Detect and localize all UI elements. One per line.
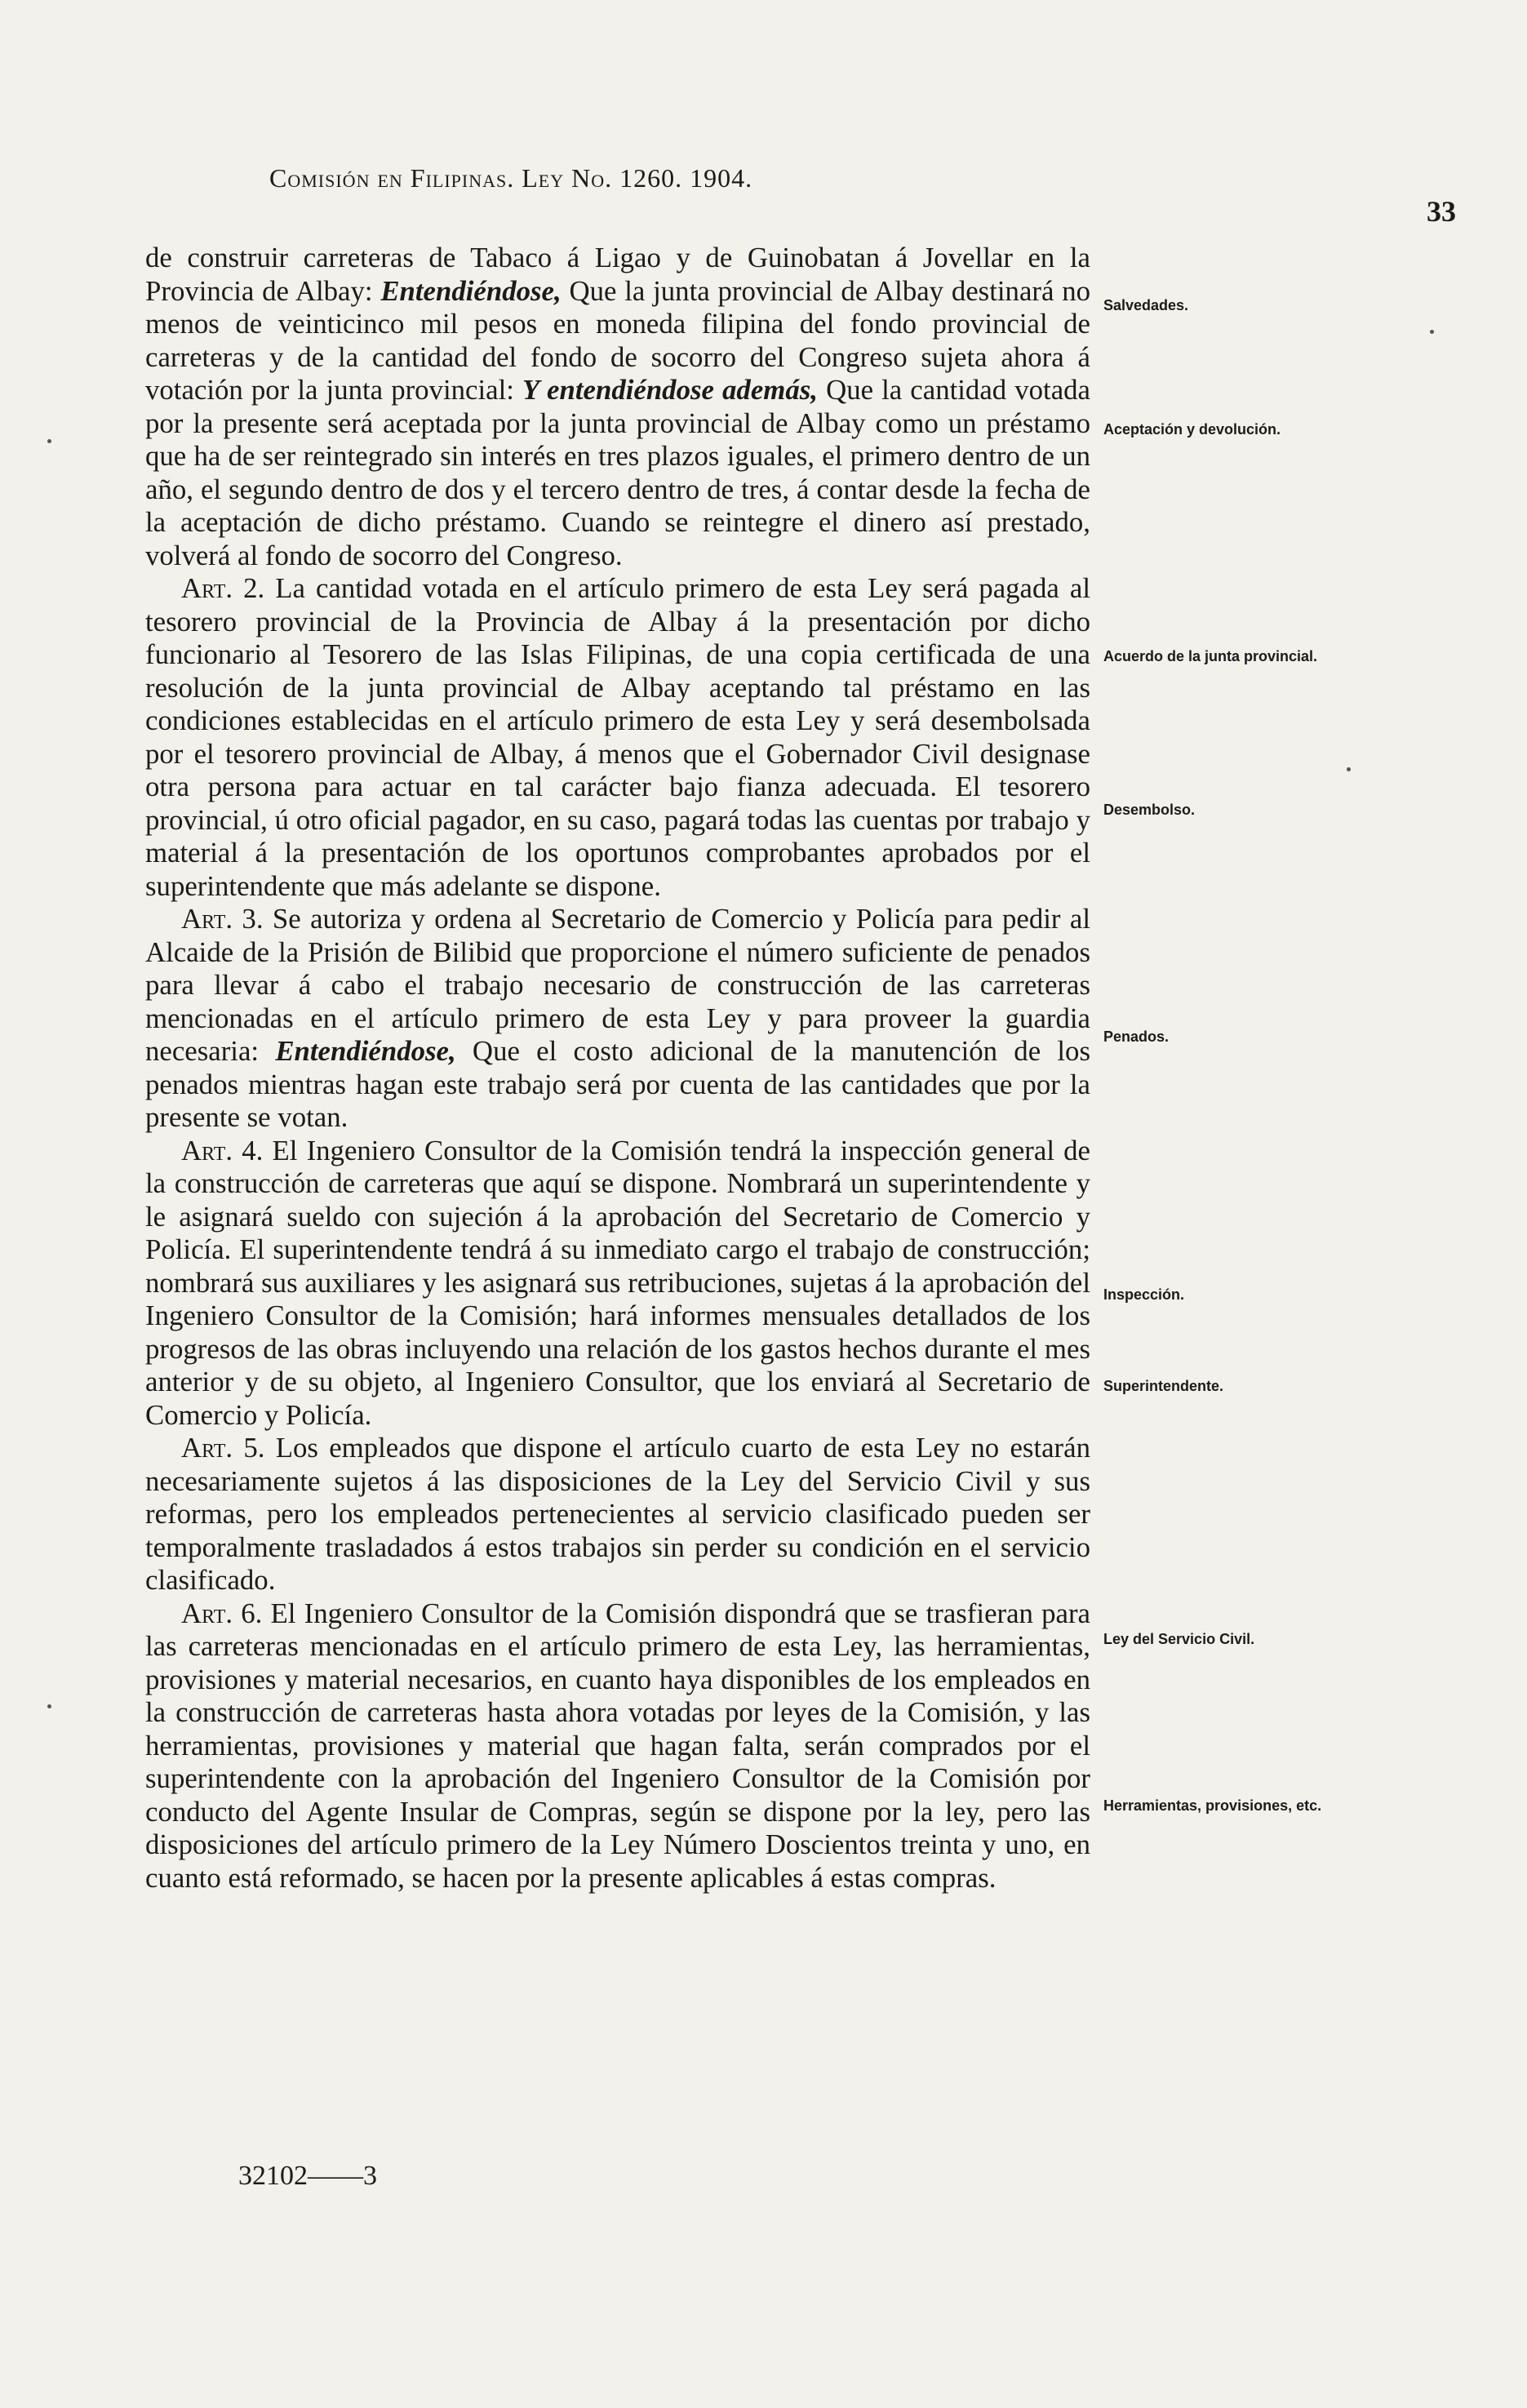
- page-speck: [1430, 330, 1434, 334]
- article-label: Art. 4.: [181, 1134, 264, 1166]
- article-4: Art. 4. El Ingeniero Consultor de la Comisión tendrá la inspección general de la construcción de carreteras que aquí se dispone. Nombrará un superintendente y le asignará sueldo con sujeción á la aprobación del Secretario de Comercio y Policía. El superintendente tendrá á su inmediato cargo el trabajo de construcción; nombrará sus auxiliares y les asignará sus retribuciones, sujetas á la aprobación del Ingeniero Consultor de la Comisión; hará informes mensuales detallados de los progresos de las obras incluyendo una relación de los gastos hechos durante el mes anterior y de su objeto, al Ingeniero Consultor, que los enviará al Secretario de Comercio y Policía.: [145, 1134, 1090, 1431]
- page-speck: [47, 439, 51, 443]
- sidenote-acuerdo: Acuerdo de la junta provincial.: [1103, 648, 1318, 664]
- sidenote-penados: Penados.: [1103, 1029, 1170, 1045]
- printer-signature: 32102——3: [238, 2161, 377, 2191]
- article-6: Art. 6. El Ingeniero Consultor de la Comisión dispondrá que se trasfieran para las carreteras mencionadas en el artículo primero de esta Ley, las herramientas, provisiones y material necesarios, en cuanto haya disponibles de los empleados en la construcción de carreteras hasta ahora votadas por leyes de la Comisión, y las herramientas, provisiones y material que hagan falta, serán comprados por el superintendente con la aprobación del Ingeniero Consultor de la Comisión por conducto del Agente Insular de Compras, según se dispone por la ley, pero las disposiciones del artículo primero de la Ley Número Doscientos treinta y uno, en cuanto está reformado, se hacen por la presente aplicables á estas compras.: [145, 1597, 1091, 1894]
- article-label: Art. 2.: [181, 572, 265, 604]
- article-2: Art. 2. La cantidad votada en el artículo primero de esta Ley será pagada al tesorero provincial de la Provincia de Albay á la presentación por dicho funcionario al Tesorero de las Islas Filipinas, de una copia certificada de una resolución de la junta provincial de Albay aceptando tal préstamo en las condiciones establecidas en el artículo primero de esta Ley y será desembolsada por el tesorero provincial de Albay, á menos que el Gobernador Civil designase otra persona para actuar en tal carácter bajo fianza adecuada. El tesorero provincial, ú otro oficial pagador, en su caso, pagará todas las cuentas por trabajo y material á la presentación de los oportunos comprobantes aprobados por el superintendente que más adelante se dispone.: [145, 572, 1090, 902]
- sidenote-herramientas: Herramientas, provisiones, etc.: [1103, 1797, 1322, 1814]
- sidenote-ley-servicio-civil: Ley del Servicio Civil.: [1103, 1631, 1255, 1647]
- page-speck: [1347, 767, 1351, 771]
- running-header: Comisión en Filipinas. Ley No. 1260. 1904.: [269, 163, 753, 193]
- sidenote-inspeccion: Inspección.: [1103, 1286, 1185, 1303]
- article-label: Art. 3.: [181, 903, 264, 935]
- sidenote-superintendente: Superintendente.: [1103, 1378, 1224, 1394]
- sidenote-desembolso: Desembolso.: [1103, 802, 1196, 818]
- article-3: Art. 3. Se autoriza y ordena al Secretario de Comercio y Policía para pedir al Alcaide de la Prisión de Bilibid que proporcione el número suficiente de penados para llevar á cabo el trabajo necesario de construcción de las carreteras mencionadas en el artículo primero de esta Ley y para proveer la guardia necesaria: Entendiéndose, Que el costo adicional de la manutención de los penados mientras hagan este trabajo será por cuenta de las cantidades que por la presente se votan.: [145, 903, 1090, 1133]
- sidenote-aceptacion: Aceptación y devolución.: [1103, 421, 1281, 438]
- page-number: 33: [1427, 195, 1456, 228]
- article-5: Art. 5. Los empleados que dispone el artículo cuarto de esta Ley no estarán necesariamente sujetos á las disposiciones de la Ley del Servicio Civil y sus reformas, pero los empleados pertenecientes al servicio clasificado pueden ser temporalmente trasladados á estos trabajos sin perder su condición en el servicio clasificado.: [145, 1432, 1090, 1596]
- page-speck: [47, 1704, 51, 1708]
- article-label: Art. 6.: [181, 1597, 263, 1629]
- sidenote-salvedades: Salvedades.: [1103, 297, 1189, 313]
- article-label: Art. 5.: [181, 1432, 265, 1464]
- paragraph-continuation: de construir carreteras de Tabaco á Ligao y de Guinobatan á Jovellar en la Provincia de Albay: Entendiéndose, Que la junta provincial de Albay destinará no menos de veinticinco mil pesos en moneda filipina del fondo provincial de carreteras y de la cantidad del fondo de socorro del Congreso sujeta ahora á votación por la junta provincial: Y entendiéndose además, Que la cantidad votada por la presente será aceptada por la junta provincial de Albay como un préstamo que ha de ser reintegrado sin interés en tres plazos iguales, el primero dentro de un año, el segundo dentro de dos y el tercero dentro de tres, á contar desde la fecha de la aceptación de dicho préstamo. Cuando se reintegre el dinero así prestado, volverá al fondo de socorro del Congreso.: [145, 242, 1091, 571]
- body-text: [145, 242, 1090, 1895]
